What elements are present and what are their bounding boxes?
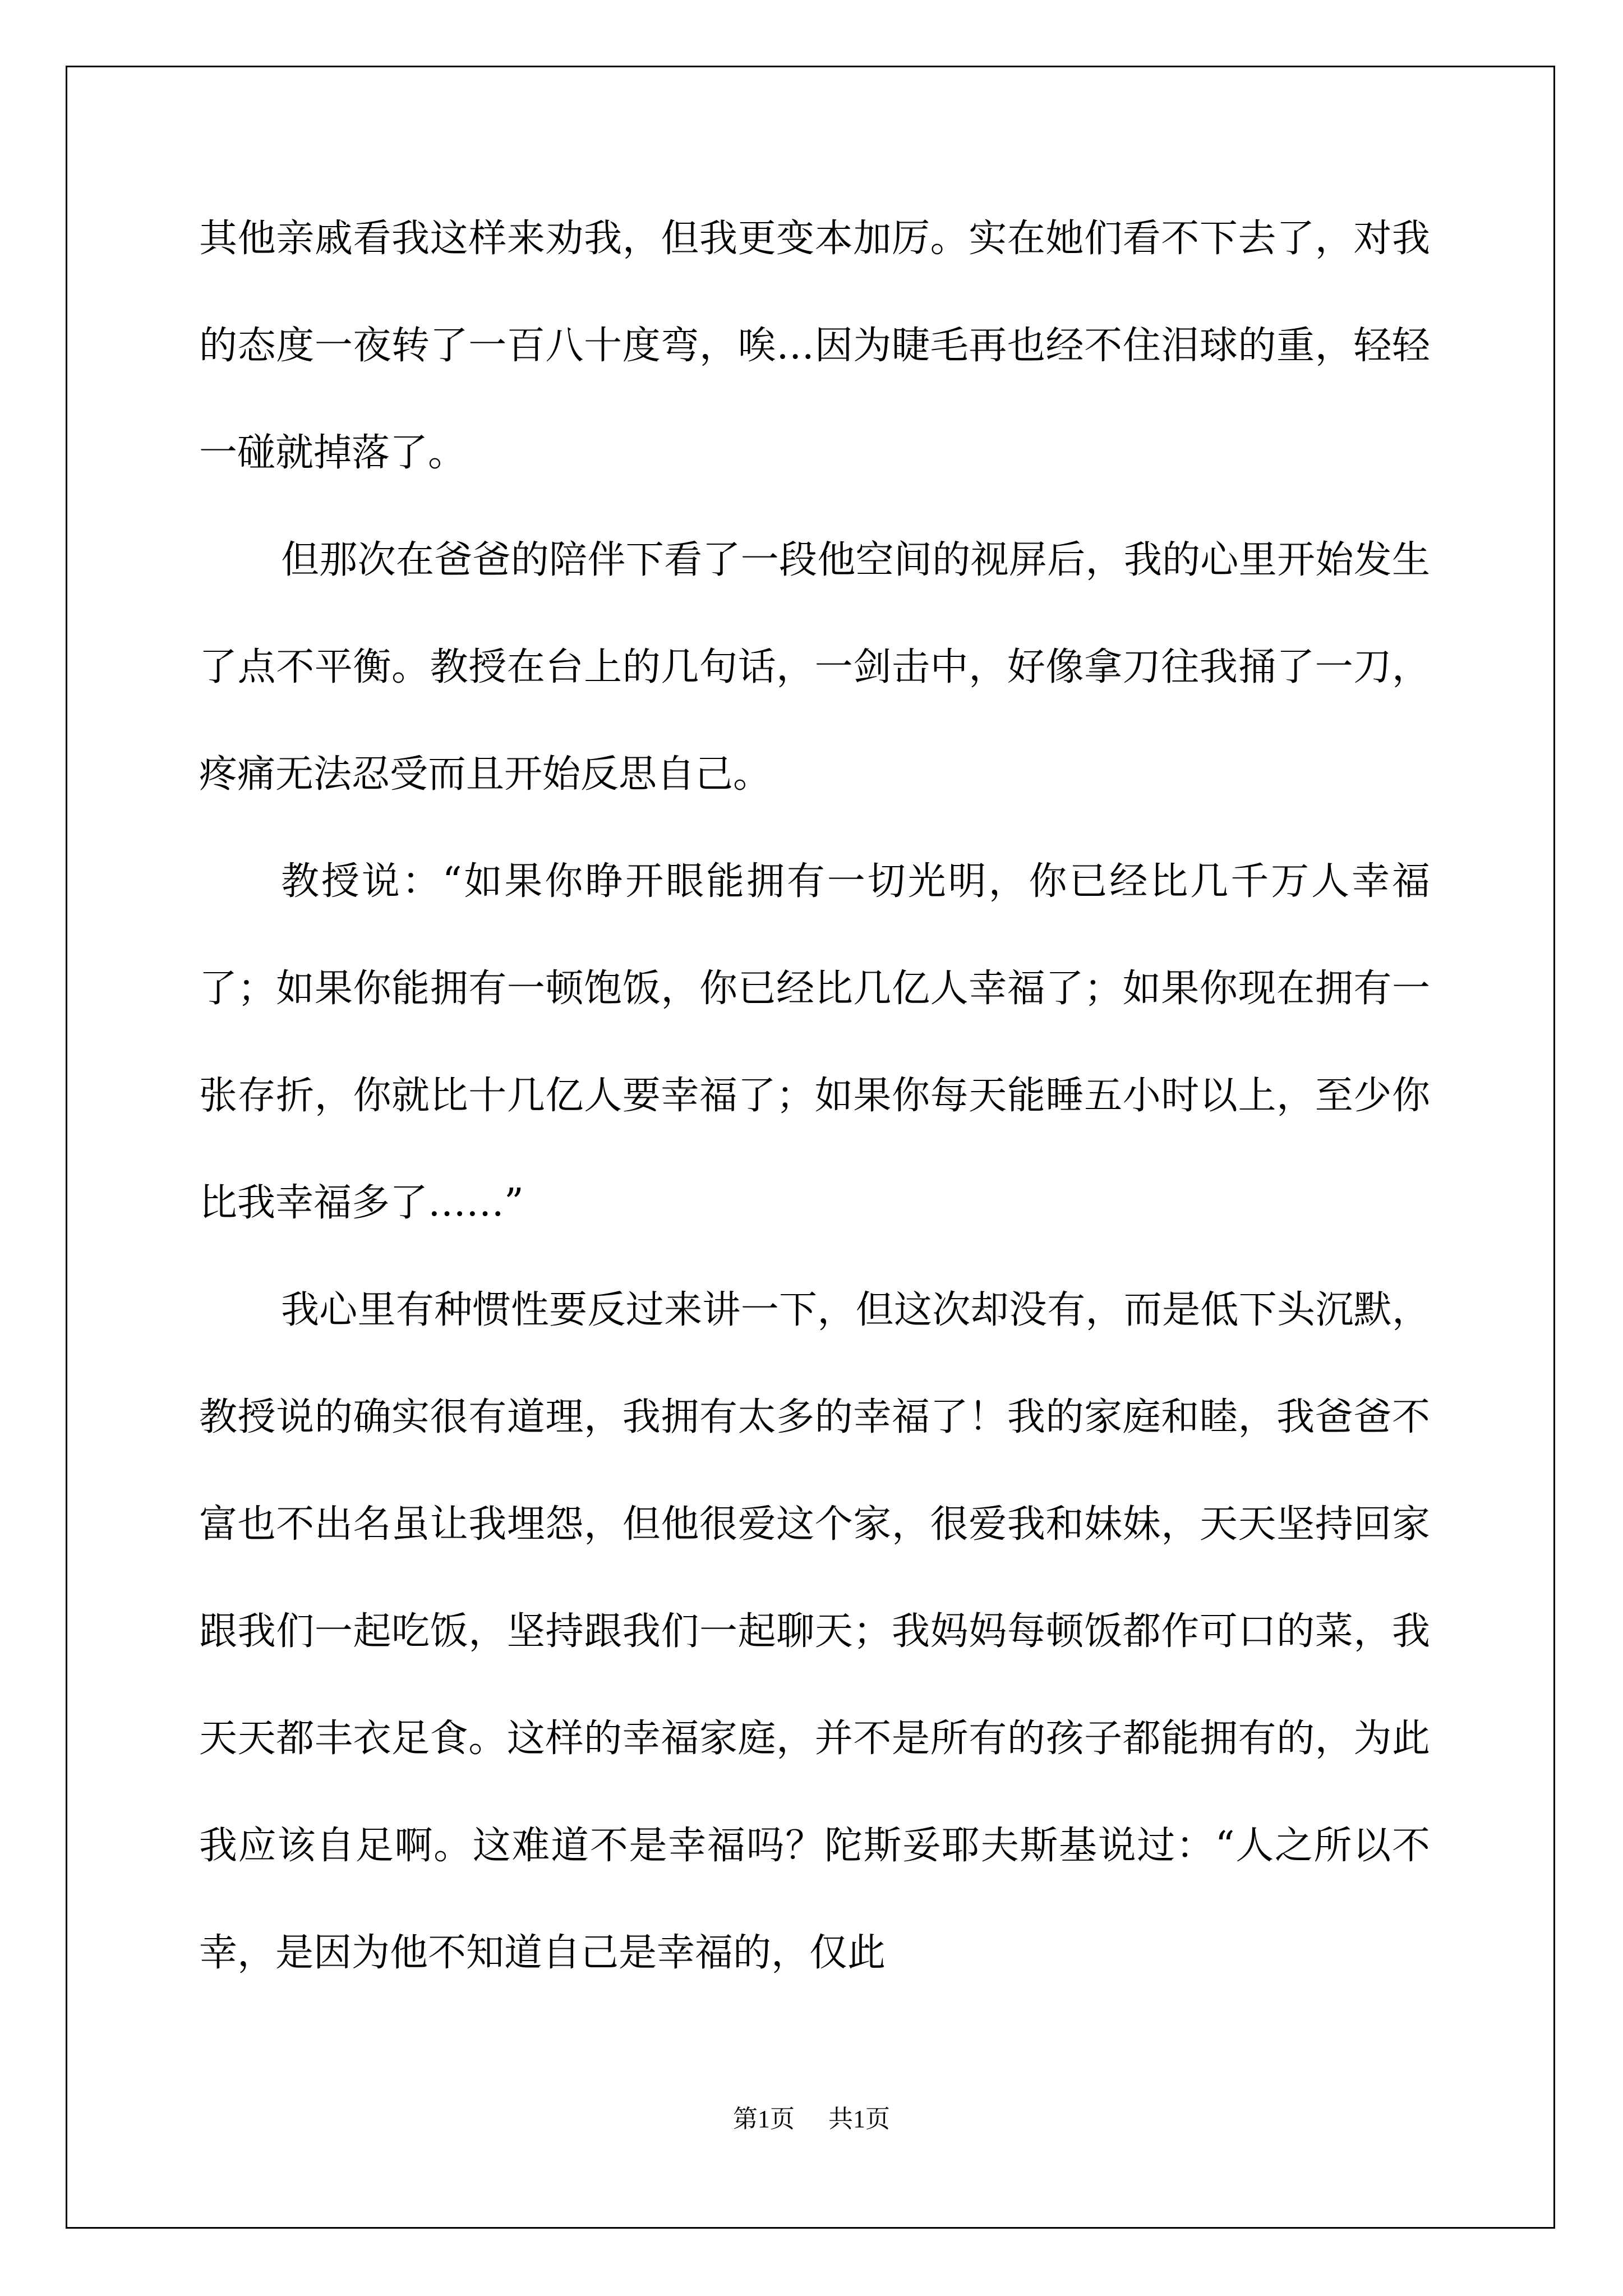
page-number: 第1页 [733,2105,795,2133]
paragraph-3: 教授说：“如果你睁开眼能拥有一切光明，你已经比几千万人幸福了；如果你能拥有一顿饱饭，你已经比几亿人幸福了；如果你现在拥有一张存折，你就比十几亿人要幸福了；如果你每天能睡五小时以上，至少你比我幸福多了……” [199,859,1430,1225]
paragraph-2: 但那次在爸爸的陪伴下看了一段他空间的视屏后，我的心里开始发生了点不平衡。教授在台上的几句话，一剑击中，好像拿刀往我捅了一刀，疼痛无法忍受而且开始反思自己。 [199,538,1430,797]
paragraph-4: 我心里有种惯性要反过来讲一下，但这次却没有，而是低下头沉默，教授说的确实很有道理，我拥有太多的幸福了！我的家庭和睦，我爸爸不富也不出名虽让我埋怨，但他很爱这个家，很爱我和妹妹，天天坚持回家跟我们一起吃饭，坚持跟我们一起聊天；我妈妈每顿饭都作可口的菜，我天天都丰衣足食。这样的幸福家庭，并不是所有的孩子都能拥有的，为此我应该自足啊。这难道不是幸福吗？陀斯妥耶夫斯基说过：“人之所以不幸，是因为他不知道自己是幸福的，仅此 [199,1288,1430,1975]
page-footer [0,2102,1623,2136]
paragraph-1: 其他亲戚看我这样来劝我，但我更变本加厉。实在她们看不下去了，对我的态度一夜转了一百八十度弯，唉…因为睫毛再也经不住泪球的重，轻轻一碰就掉落了。 [199,217,1430,475]
document-body [199,185,1430,2007]
page-total: 共1页 [828,2105,890,2133]
